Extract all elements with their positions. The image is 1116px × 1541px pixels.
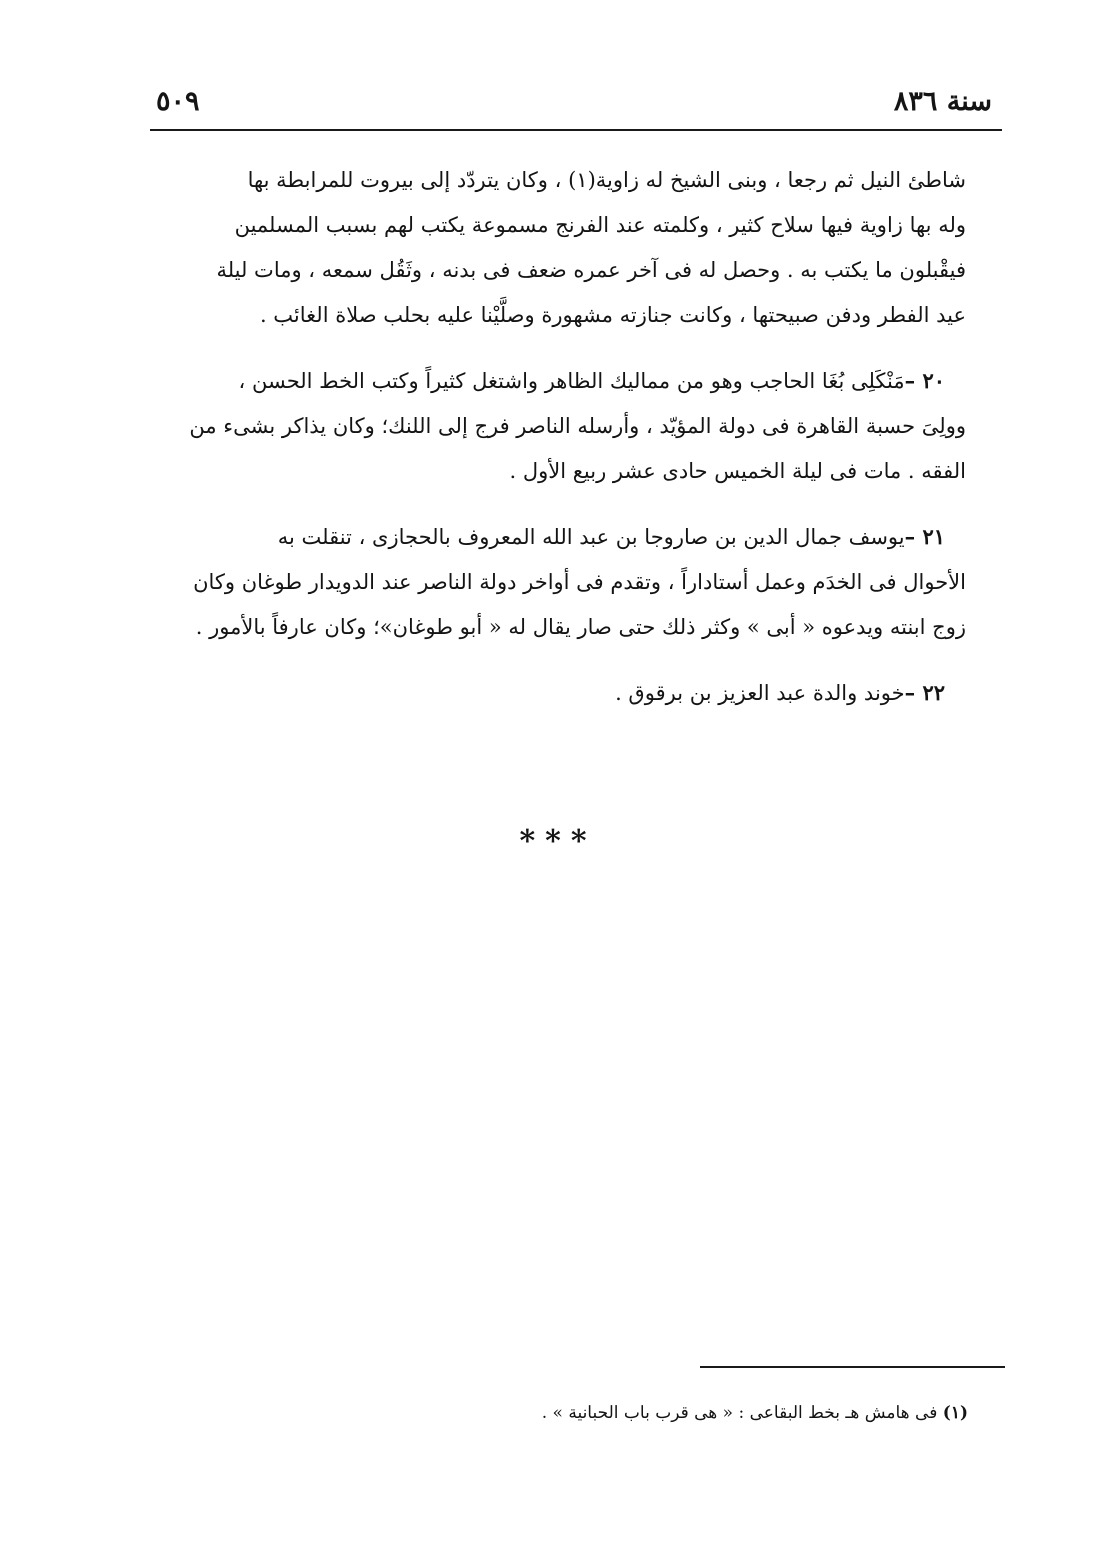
entry-number: ٢٠ –: [904, 368, 945, 393]
paragraph-gap: [154, 494, 966, 514]
paragraph-gap: [154, 650, 966, 670]
text-line: فيقْبلون ما يكتب به . وحصل له فى آخر عمره ضعف فى بدنه ، وثَقُل سمعه ، ومات ليلة: [216, 258, 966, 282]
text-line: الأحوال فى الخدَم وعمل أستاداراً ، وتقدم فى أواخر دولة الناصر عند الدويدار طوغان وكان: [193, 570, 966, 594]
paragraph-continuation: [154, 158, 966, 338]
text-line: يوسف جمال الدين بن صاروجا بن عبد الله المعروف بالحجازى ، تنقلت به: [277, 525, 905, 549]
running-title: سنة ٨٣٦: [893, 86, 992, 117]
body-text: [154, 158, 966, 716]
entry-paragraph-20: [154, 358, 966, 494]
header-rule: [150, 129, 1002, 131]
footnote-marker: (١): [942, 1403, 968, 1423]
text-line: خوند والدة عبد العزيز بن برقوق .: [615, 681, 905, 705]
entry-paragraph-21: [154, 514, 966, 650]
paragraph-gap: [154, 338, 966, 358]
section-separator: ***: [519, 824, 597, 859]
footnote-text: فى هامش هـ بخط البقاعى : « هى قرب باب الحبانية » .: [541, 1403, 938, 1423]
entry-number: ٢١ –: [904, 524, 945, 549]
footnote-rule: [700, 1366, 1005, 1368]
text-line: مَنْكَلِى بُغَا الحاجب وهو من مماليك الظاهر واشتغل كثيراً وكتب الخط الحسن ،: [238, 369, 905, 393]
page-header: [150, 84, 1000, 124]
text-line: شاطئ النيل ثم رجعا ، وبنى الشيخ له زاوية(١) ، وكان يتردّد إلى بيروت للمرابطة بها: [247, 168, 966, 192]
entry-paragraph-22: [154, 670, 966, 716]
text-line: وولِىَ حسبة القاهرة فى دولة المؤيّد ، وأرسله الناصر فرج إلى اللنك؛ وكان يذاكر بشىء من: [189, 414, 966, 438]
text-line: وله بها زاوية فيها سلاح كثير ، وكلمته عند الفرنج مسموعة يكتب لهم بسبب المسلمين: [234, 213, 966, 237]
entry-number: ٢٢ –: [904, 680, 945, 705]
footnote: [420, 1398, 968, 1428]
text-line: الفقه . مات فى ليلة الخميس حادى عشر ربيع الأول .: [509, 459, 966, 483]
page-number: ٥٠٩: [156, 86, 200, 117]
text-line: عيد الفطر ودفن صبيحتها ، وكانت جنازته مشهورة وصلَّيْنا عليه بحلب صلاة الغائب .: [259, 303, 966, 327]
text-line: زوج ابنته ويدعوه « أبى » وكثر ذلك حتى صار يقال له « أبو طوغان»؛ وكان عارفاً بالأمور .: [195, 615, 966, 639]
